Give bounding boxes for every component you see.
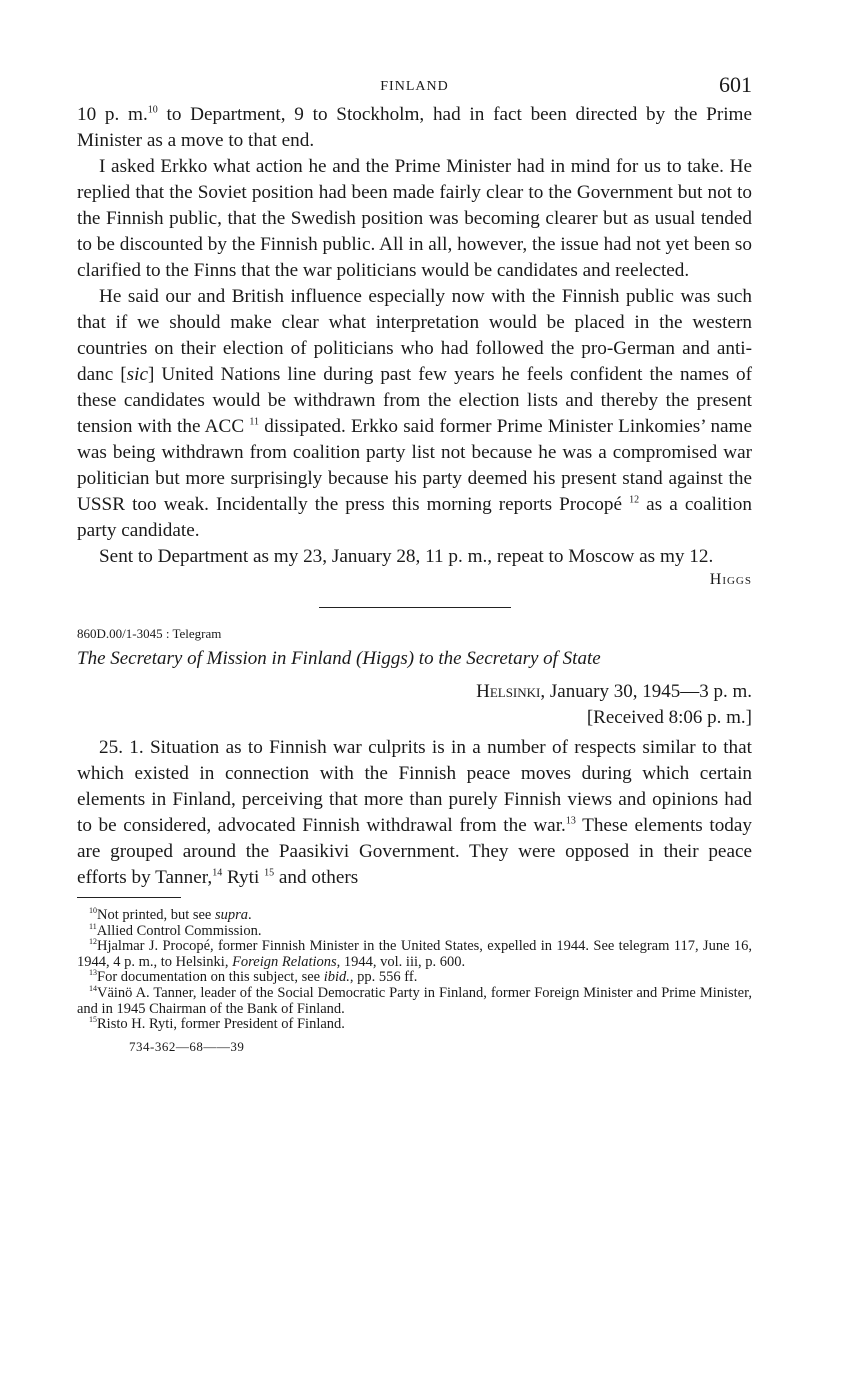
footnote-13: $^{13}$For documentation on this subject, see ibid., pp. 556 ff. <box>89 968 418 986</box>
paragraph-erkko-action: I asked Erkko what action he and the Prime Minister had in mind for us to take. He replied that the Soviet position had been made fairly clear to the Government but not to the Finnish public, that the Swedish position was becoming clearer but as usual tended to be discounted by the Finnish public. All in all, however, the issue had not yet been so clarified to the Finns that the war politicians would be candidates and reelected. <box>77 156 752 281</box>
footnote-divider <box>77 897 181 898</box>
running-head: FINLAND <box>380 79 449 94</box>
footnote-11: $^{11}$Allied Control Commission. <box>89 921 262 939</box>
footnote-10: $^{10}$Not printed, but see supra. <box>89 906 252 923</box>
footnote-ref-11: 11 <box>249 416 260 428</box>
telegram-paragraph: 25. 1. Situation as to Finnish war culprits is in a number of respects similar to that which existed in connection with the Finnish peace moves during which certain elements in Finland, perceiving that more than purely Finnish views and opinions had to be considered, advocated Finnish withdrawal from the war.$^{13}$ These elements today are grouped around the Paasikivi Government. They were opposed in their peace efforts by Tanner,$^{14}$ Ryti $^{15}$ and others <box>77 737 752 888</box>
footnote-15: $^{15}$Risto H. Ryti, former President of Finland. <box>89 1015 345 1033</box>
document-page <box>77 68 752 1055</box>
page-header <box>77 68 752 102</box>
paragraph-continuation: 10 p. m.$^{10}$ to Department, 9 to Stockholm, had in fact been directed by the Prime Minister as a move to that end. <box>77 104 752 151</box>
dateline: Helsinki, January 30, 1945—3 p. m. <box>476 681 752 702</box>
document-title: The Secretary of Mission in Finland (Higgs) to the Secretary of State <box>77 648 601 669</box>
footnotes <box>77 908 752 1033</box>
footnote-ref-10: 10 <box>147 104 158 116</box>
dateline-place: Helsinki <box>476 681 541 702</box>
footnote-14: $^{14}$Väinö A. Tanner, leader of the Social Democratic Party in Finland, former Foreign Minister and Prime Minister, and in 1945 Chairman of the Bank of Finland. <box>77 984 752 1017</box>
paragraph-sent-to-department: Sent to Department as my 23, January 28, 11 p. m., repeat to Moscow as my 12. <box>99 546 714 567</box>
footnote-ref-15: 15 <box>264 867 275 879</box>
footnote-ref-14: 14 <box>212 867 223 879</box>
received-line: [Received 8:06 p. m.] <box>586 707 752 728</box>
footnote-ref-12: 12 <box>629 494 640 506</box>
section-divider <box>319 607 511 608</box>
page-number: 601 <box>719 72 752 97</box>
signature: Higgs <box>709 571 752 588</box>
footnote-12: $^{12}$Hjalmar J. Procopé, former Finnish Minister in the United States, expelled in 1944. See telegram 117, June 16, 1944, 4 p. m., to Helsinki, Foreign Relations, 1944, vol. iii, p. 600. <box>77 937 752 970</box>
paragraph-british-influence: He said our and British influence especially now with the Finnish public was such that if we should make clear what interpretation would be placed in the western countries on their election of politicians who had followed the pro-German and anti-danc [sic] United Nations line during past few years he feels confident the names of these candidates would be withdrawn from the election lists and thereby the present tension with the ACC $^{11}$ dissipated. Erkko said former Prime Minister Linkomies’ name was being withdrawn from coalition party list not because he was a compromised war politician but more surprisingly because his party deemed his present stand against the USSR too weak. Incidentally the press this morning reports Procopé $^{12}$ as a coalition party candidate. <box>77 286 752 541</box>
footnote-ref-13: 13 <box>565 815 576 827</box>
printer-imprint: 734-362—68——39 <box>129 1038 245 1054</box>
file-reference: 860D.00/1-3045 : Telegram <box>77 626 222 641</box>
